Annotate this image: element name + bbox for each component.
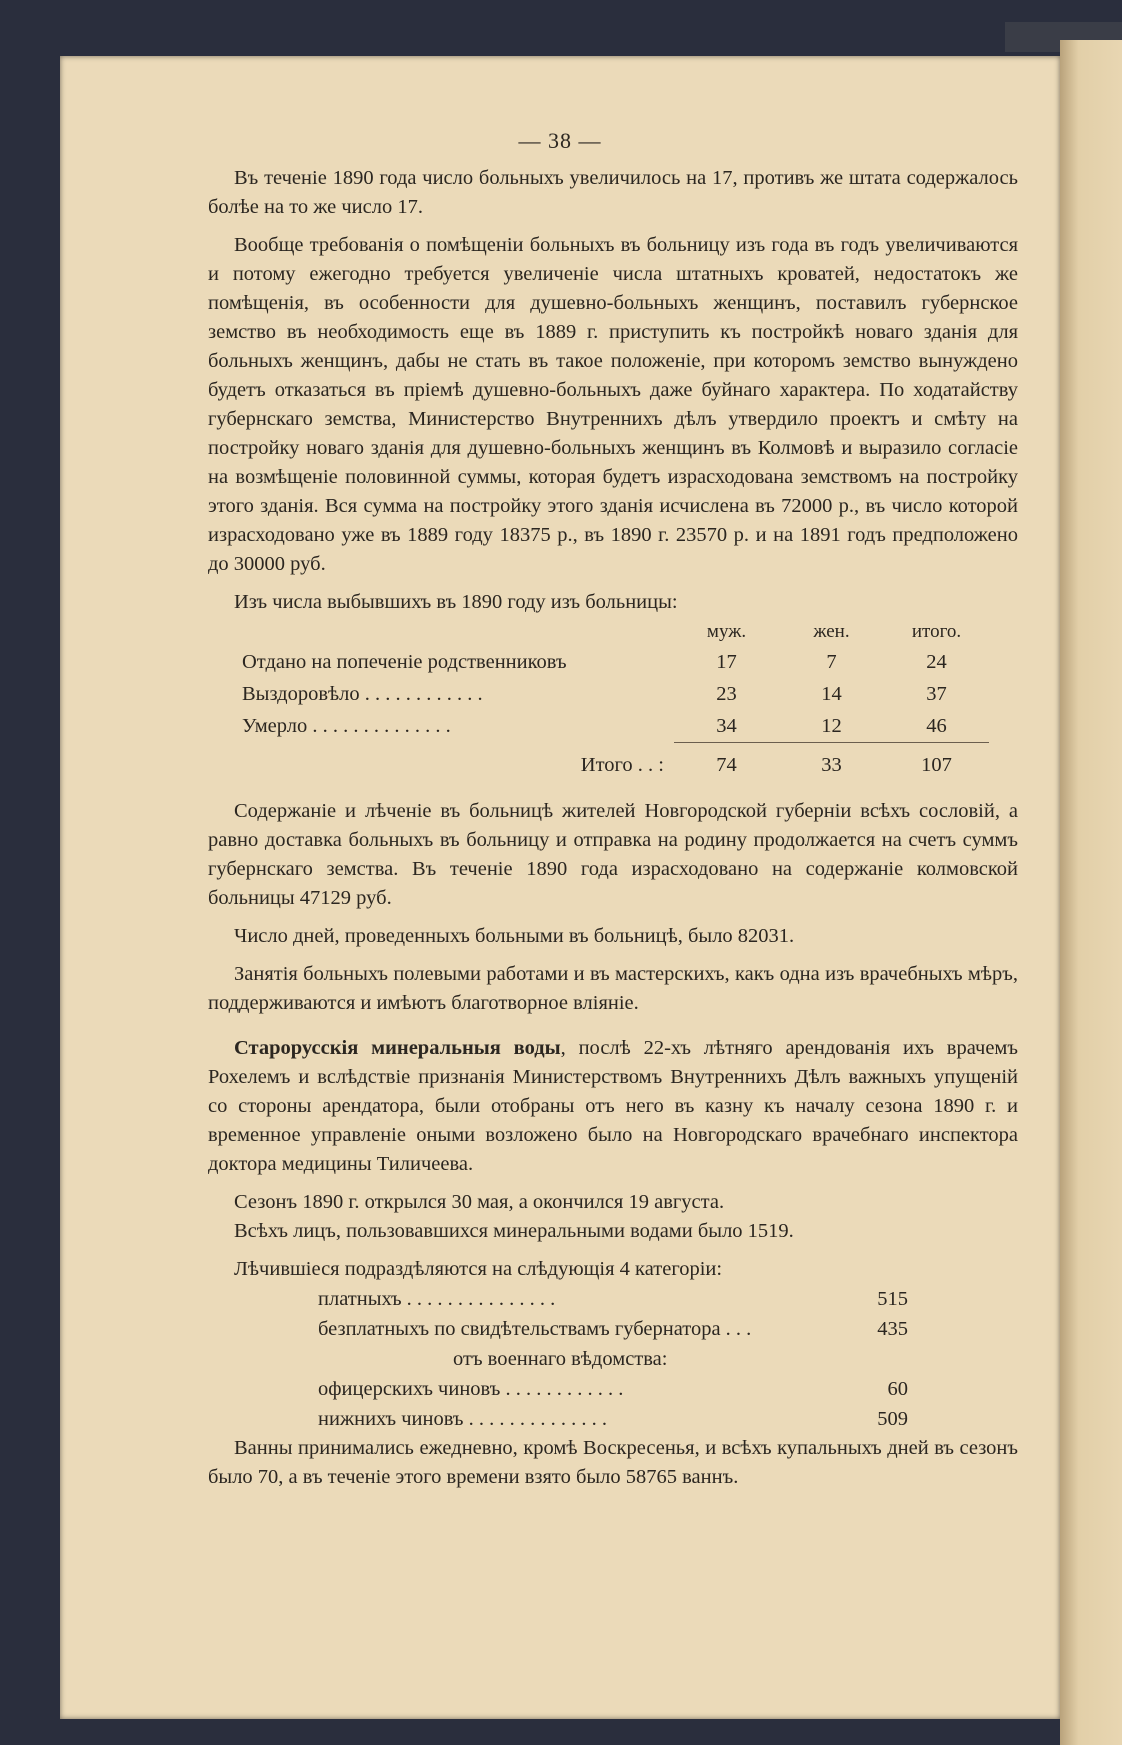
cell-female: 7 [826,650,837,673]
paragraph-5: Число дней, проведенныхъ больными въ больницѣ, было 82031. [234,925,795,947]
category-value: 509 [877,1407,908,1430]
col-header-male: муж. [706,621,747,642]
table-row [208,678,989,710]
cell-male: 17 [716,650,737,673]
table-row [208,646,989,678]
cell-total: 46 [926,714,947,737]
table-total-row [208,749,989,781]
list-item [208,1374,1018,1404]
document-page [60,56,1060,1719]
row-label: Умерло . . . . . . . . . . . . . . [242,714,451,737]
categories-list [208,1284,1018,1434]
cell-total: 24 [926,650,947,673]
list-item [208,1284,1018,1314]
row-label: Отдано на попеченіе родственниковъ [242,650,567,673]
list-item [208,1314,1018,1344]
category-value: 515 [877,1287,908,1310]
category-label: нижнихъ чиновъ . . . . . . . . . . . . . . [318,1407,608,1430]
cell-female: 12 [821,714,842,737]
cell-female: 14 [821,682,842,705]
page-number: — 38 — [518,128,602,153]
paragraph-1: Въ теченіе 1890 года число больныхъ увеличилось на 17, противъ же штата содержалось болѣе на то же число 17. [208,167,1018,218]
col-header-female: жен. [813,621,850,642]
total-all: 107 [921,753,952,776]
next-page-edge [1060,40,1122,1745]
cell-male: 34 [716,714,737,737]
list-item [208,1404,1018,1434]
category-label: платныхъ . . . . . . . . . . . . . . . [318,1287,556,1310]
paragraph-last: Ванны принимались ежедневно, кромѣ Воскресенья, и всѣхъ купальныхъ дней въ сезонъ было 70, а въ теченіе этого времени взято было 58765 ваннъ. [208,1437,1018,1488]
col-header-total: итого. [911,621,962,642]
body-top [208,164,1018,1492]
paragraph-3: Изъ числа выбывшихъ въ 1890 году изъ больницы: [234,591,678,613]
section-lead: Старорусскія минеральныя воды [234,1037,561,1059]
table-header-row [208,617,989,646]
category-value: 435 [877,1317,908,1340]
category-label: офицерскихъ чиновъ . . . . . . . . . . . . [318,1377,624,1400]
paragraph-6: Занятія больныхъ полевыми работами и въ мастерскихъ, какъ одна изъ врачебныхъ мѣръ, поддерживаются и имѣютъ благотворное вліяніе. [208,963,1018,1014]
total-female: 33 [821,753,842,776]
paragraph-visitors: Всѣхъ лицъ, пользовавшихся минеральными водами было 1519. [234,1220,794,1242]
category-value: 60 [887,1377,908,1400]
cell-total: 37 [926,682,947,705]
table-row [208,710,989,743]
total-label: Итого . . : [580,753,664,776]
category-subheading: отъ военнаго вѣдомства: [453,1348,668,1370]
cell-male: 23 [716,682,737,705]
paragraph-season: Сезонъ 1890 г. открылся 30 мая, а окончился 19 августа. [234,1191,725,1213]
discharge-table [208,617,989,781]
row-label: Выздоровѣло . . . . . . . . . . . . [242,682,483,705]
section-text: , послѣ 22-хъ лѣтняго арендованія ихъ врачемъ Рохелемъ и вслѣдствіе признанія Министерствомъ Внутреннихъ Дѣлъ важныхъ упущеній со стороны арендатора, были отобраны отъ него въ казну къ началу сезона 1890 г. и временное управленіе оными возложено было на Новгородскаго врачебнаго инспектора доктора медицины Тиличеева. [208,1037,1018,1175]
total-male: 74 [716,753,737,776]
paragraph-categories: Лѣчившіеся подраздѣляются на слѣдующія 4 категоріи: [234,1258,723,1280]
paragraph-4: Содержаніе и лѣченіе въ больницѣ жителей Новгородской губерніи всѣхъ сословій, а равно доставка больныхъ въ больницу и отправка на родину продолжается на счетъ суммъ губернскаго земства. Въ теченіе 1890 года израсходовано на содержаніе колмовской больницы 47129 руб. [208,800,1018,909]
paragraph-2: Вообще требованія о помѣщеніи больныхъ въ больницу изъ года въ годъ увеличиваются и потому ежегодно требуется увеличеніе числа штатныхъ кроватей, недостатокъ же помѣщенія, въ особенности для душевно-больныхъ женщинъ, поставилъ губернское земство въ необходимость еще въ 1889 г. приступить къ постройкѣ новаго зданія для больныхъ женщинъ, дабы не стать въ такое положеніе, при которомъ земство вынуждено будетъ отказаться въ пріемѣ душевно-больныхъ даже буйнаго характера. По ходатайству губернскаго земства, Министерство Внутреннихъ дѣлъ утвердило проектъ и смѣту на постройку новаго зданія для душевно-больныхъ женщинъ въ Колмовѣ и выразило согласіе на возмѣщеніе половинной суммы, которая будетъ израсходована земствомъ на постройку этого зданія. Вся сумма на постройку этого зданія исчислена въ 72000 р., въ число которой израсходовано уже въ 1889 году 18375 р., въ 1890 г. 23570 р. и на 1891 годъ предположено до 30000 руб. [208,234,1018,575]
category-label: безплатныхъ по свидѣтельствамъ губернатора . . . [318,1317,752,1340]
paragraph-mineral-waters [208,1034,1018,1179]
